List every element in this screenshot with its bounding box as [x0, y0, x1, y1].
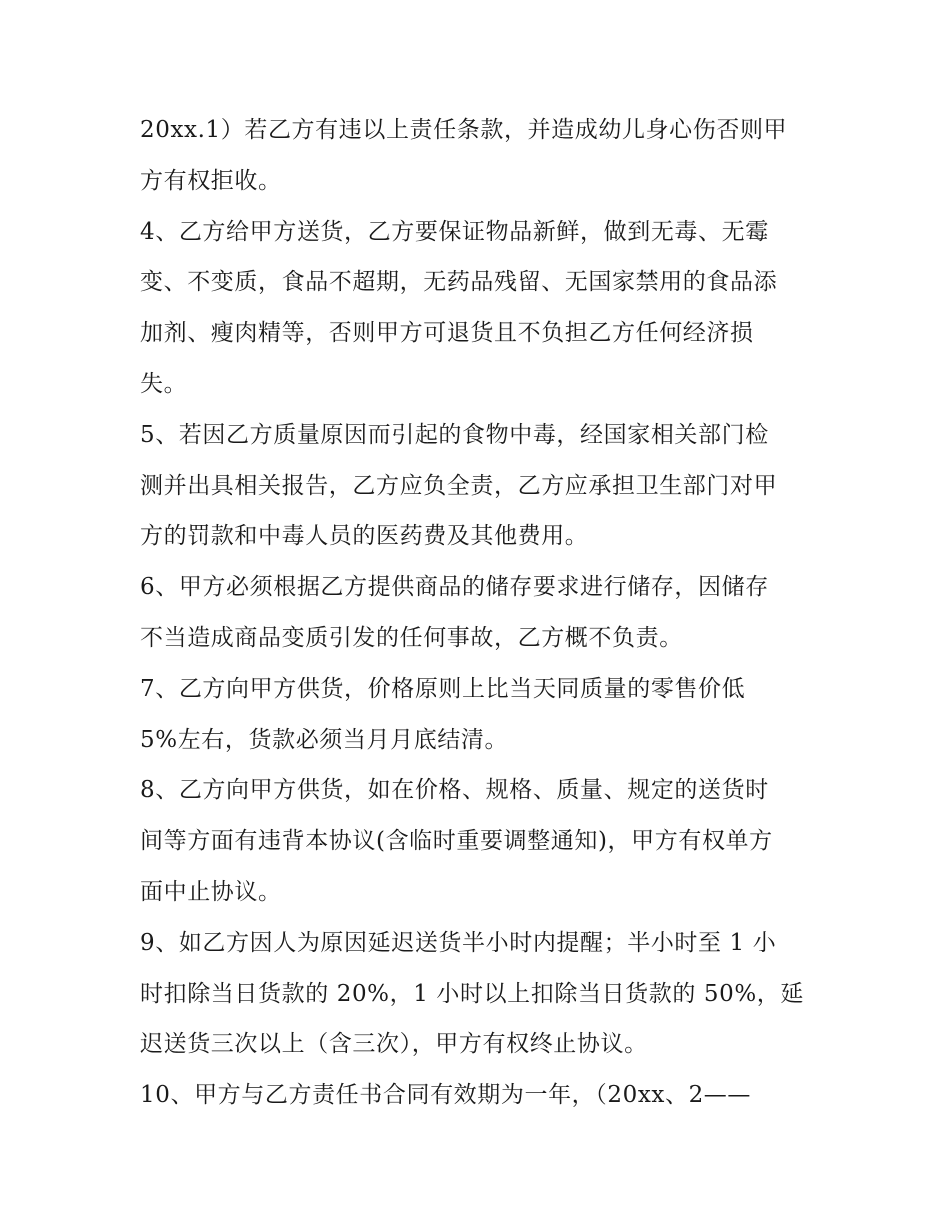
text-line: 变、不变质，食品不超期，无药品残留、无国家禁用的食品添 — [140, 269, 778, 296]
document-body — [140, 105, 820, 1121]
text-line: 测并出具相关报告，乙方应负全责，乙方应承担卫生部门对甲 — [140, 472, 778, 499]
text-line: 面中止协议。 — [140, 878, 282, 905]
text-line: 4、乙方给甲方送货，乙方要保证物品新鲜，做到无毒、无霉 — [140, 218, 769, 245]
text-line: 8、乙方向甲方供货，如在价格、规格、质量、规定的送货时 — [140, 777, 769, 804]
text-line: 6、甲方必须根据乙方提供商品的储存要求进行储存，因储存 — [140, 574, 769, 601]
text-line: 5%左右，货款必须当月月底结清。 — [140, 726, 509, 753]
text-line: 方的罚款和中毒人员的医药费及其他费用。 — [140, 523, 589, 550]
text-line: 加剂、瘦肉精等，否则甲方可退货且不负担乙方任何经济损 — [140, 320, 754, 347]
text-line: 方有权拒收。 — [140, 167, 282, 194]
text-line: 时扣除当日货款的 20%，1 小时以上扣除当日货款的 50%，延 — [140, 980, 805, 1007]
text-line: 迟送货三次以上（含三次），甲方有权终止协议。 — [140, 1031, 648, 1058]
text-line: 5、若因乙方质量原因而引起的食物中毒，经国家相关部门检 — [140, 421, 769, 448]
text-line: 7、乙方向甲方供货，价格原则上比当天同质量的零售价低 — [140, 675, 746, 702]
text-line: 9、如乙方因人为原因延迟送货半小时内提醒；半小时至 1 小 — [140, 929, 777, 956]
text-line: 不当造成商品变质引发的任何事故，乙方概不负责。 — [140, 624, 683, 651]
text-line: 20xx.1）若乙方有违以上责任条款，并造成幼儿身心伤否则甲 — [140, 117, 788, 143]
text-line: 10、甲方与乙方责任书合同有效期为一年，（20xx、2—— — [140, 1082, 752, 1109]
text-line: 失。 — [140, 370, 188, 397]
text-line: 间等方面有违背本协议(含临时重要调整通知)，甲方有权单方 — [140, 828, 773, 855]
